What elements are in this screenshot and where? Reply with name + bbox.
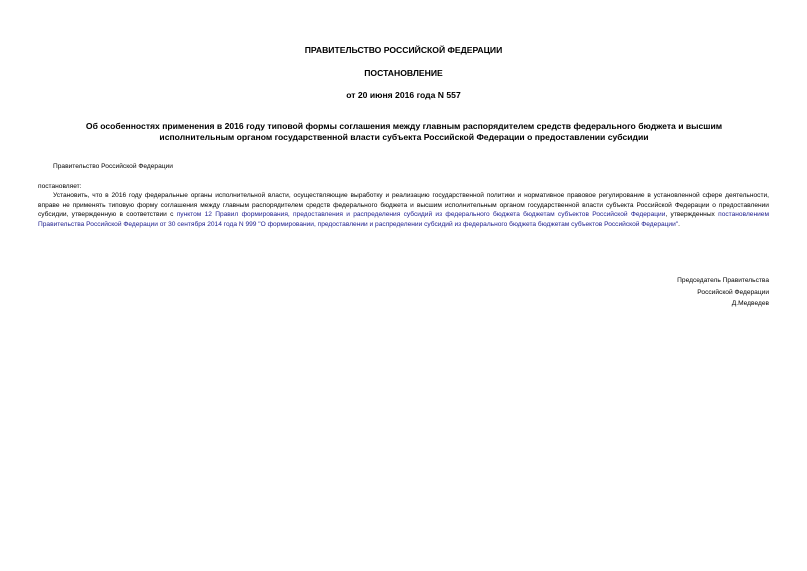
document-title: Об особенностях применения в 2016 году типовой формы соглашения между главным распорядителем средств федерального бюджета и высшим исполнительным органом государственной власти субъекта Российской Федерации о предоставлении субсидии <box>85 121 723 142</box>
signature-name: Д.Медведев <box>731 300 769 307</box>
paragraph-text-part2: , утвержденных <box>665 211 719 218</box>
paragraph-text-part1: Установить, что в 2016 году федеральные органы исполнительной власти, осуществляющие выработку и реализацию государственной политики и нормативное правовое регулирование в установленной сфере деятельности, вправе не применять типовую форму соглашения между главным распорядителем средств федерального бюджета и высшим исполнительным органом государственной власти субъекта Российской Федерации о предоставлении субсидии, утвержденную в соответствии с <box>38 192 769 218</box>
resolution-paragraph <box>38 191 769 229</box>
document-type-heading: ПОСТАНОВЛЕНИЕ <box>364 68 443 78</box>
signature-block <box>677 275 769 310</box>
issuer-text: Правительство Российской Федерации <box>53 163 173 170</box>
document-date-number: от 20 июня 2016 года N 557 <box>346 90 461 100</box>
resolves-text: постановляет: <box>38 183 82 190</box>
signature-position-line1: Председатель Правительства <box>677 277 769 284</box>
rules-clause-12-link[interactable]: пунктом 12 Правил формирования, предоставления и распределения субсидий из федерального бюджета бюджетам субъектов Российской Федерации <box>176 211 666 218</box>
paragraph-text-part3: . <box>678 220 680 228</box>
signature-position-line2: Российской Федерации <box>697 288 769 296</box>
government-heading: ПРАВИТЕЛЬСТВО РОССИЙСКОЙ ФЕДЕРАЦИИ <box>304 45 503 55</box>
resolution-999-link[interactable]: постановлением Правительства Российской Федерации от 30 сентября 2014 года N 999 "О формировании, предоставлении и распределении субсидий из федерального бюджета бюджетам субъектов Российской Федерации" <box>38 211 769 228</box>
